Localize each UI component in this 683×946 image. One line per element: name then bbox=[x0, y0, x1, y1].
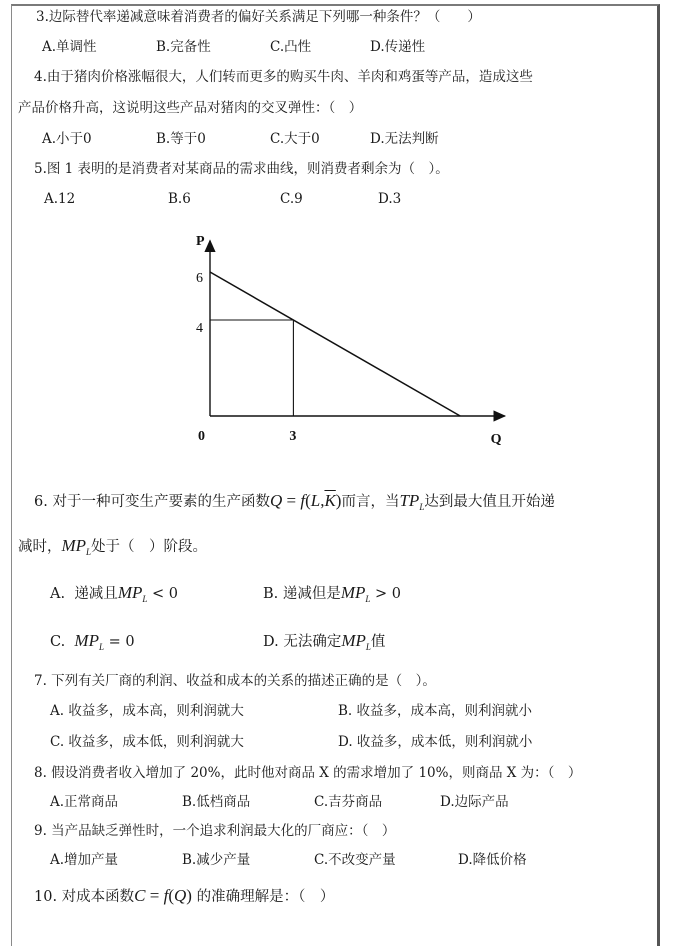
mp-symbol bbox=[74, 631, 104, 650]
question-7-option-b: B. 收益多，成本高，则利润就小 bbox=[338, 703, 533, 719]
question-4-option-b: B.等于0 bbox=[156, 131, 206, 147]
mp-symbol bbox=[341, 631, 371, 650]
mp-symbol bbox=[341, 583, 371, 602]
option-label: A. bbox=[50, 586, 66, 602]
option-relation: 值 bbox=[370, 634, 386, 650]
question-6-stem-line2 bbox=[18, 537, 207, 561]
formula-c: C bbox=[134, 886, 146, 905]
question-8-option-a: A.正常商品 bbox=[50, 794, 119, 810]
formula-close: ) bbox=[335, 491, 342, 510]
question-10-stem bbox=[34, 887, 334, 906]
formula-q: Q bbox=[269, 491, 283, 510]
question-9-option-d: D.降低价格 bbox=[458, 852, 527, 868]
mp-subscript: L bbox=[365, 642, 371, 652]
option-text: 递减但是 bbox=[282, 586, 341, 602]
formula-f: f bbox=[300, 491, 306, 510]
option-label: B. bbox=[263, 586, 279, 602]
question-6-option-b bbox=[263, 584, 401, 608]
question-10-stem-suffix: 的准确理解是：（ ） bbox=[191, 889, 335, 905]
question-9-option-a: A.增加产量 bbox=[50, 852, 119, 868]
mp-symbol bbox=[118, 583, 148, 602]
option-text: 递减且 bbox=[74, 586, 118, 602]
formula-open: ( bbox=[168, 886, 175, 905]
question-8-option-b: B.低档商品 bbox=[182, 794, 251, 810]
question-6-option-a bbox=[50, 584, 178, 608]
question-6-stem-mid: 而言，当 bbox=[341, 494, 400, 510]
mp-text: MP bbox=[340, 583, 366, 602]
question-4-stem-line1: 4.由于猪肉价格涨幅很大，人们转而更多的购买牛肉、羊肉和鸡蛋等产品，造成这些 bbox=[34, 69, 533, 85]
y-tick-label-6: 6 bbox=[196, 271, 203, 286]
question-5-option-d: D.3 bbox=[378, 191, 402, 207]
mp-symbol bbox=[62, 536, 92, 555]
y-axis-label: P bbox=[196, 233, 205, 249]
formula-k-bar: $\overline{K}$ bbox=[324, 491, 336, 510]
formula-f: f bbox=[163, 886, 169, 905]
question-6-line2-prefix: 减时， bbox=[18, 539, 62, 555]
question-3-option-c: C.凸性 bbox=[270, 39, 312, 55]
mp-text: MP bbox=[117, 583, 143, 602]
question-9-stem: 9. 当产品缺乏弹性时，一个追求利润最大化的厂商应：（ ） bbox=[34, 823, 396, 839]
formula-eq: = bbox=[145, 886, 164, 905]
question-10-stem-prefix: 10. 对成本函数 bbox=[34, 889, 135, 905]
cost-function-formula bbox=[134, 886, 192, 905]
formula-q: Q bbox=[174, 886, 187, 905]
formula-comma: , bbox=[320, 491, 325, 510]
tp-text: TP bbox=[399, 491, 420, 510]
question-8-option-d: D.边际产品 bbox=[440, 794, 509, 810]
x-tick-label-3: 3 bbox=[289, 429, 297, 444]
question-8-option-c: C.吉芬商品 bbox=[314, 794, 383, 810]
question-6-stem-line1 bbox=[34, 492, 555, 516]
question-5-stem: 5.图 1 表明的是消费者对某商品的需求曲线，则消费者剩余为（ ）。 bbox=[34, 161, 449, 177]
x-axis-label: Q bbox=[490, 432, 502, 447]
question-4-option-a: A.小于0 bbox=[42, 131, 92, 147]
question-4-option-c: C.大于0 bbox=[270, 131, 320, 147]
question-9-option-b: B.减少产量 bbox=[182, 852, 251, 868]
mp-text: MP bbox=[341, 631, 366, 650]
question-9-option-c: C.不改变产量 bbox=[314, 852, 396, 868]
question-7-option-d: D. 收益多，成本低，则利润就小 bbox=[338, 734, 533, 750]
option-label: D. bbox=[263, 634, 279, 650]
option-label: C. bbox=[50, 634, 66, 650]
demand-curve-line bbox=[210, 272, 460, 416]
question-6-option-c bbox=[50, 632, 135, 656]
option-relation: = 0 bbox=[103, 634, 135, 650]
formula-close: ) bbox=[186, 886, 192, 905]
mp-subscript: L bbox=[98, 642, 104, 652]
question-7-option-c: C. 收益多，成本低，则利润就大 bbox=[50, 734, 244, 750]
question-6-stem-suffix: 达到最大值且开始递 bbox=[424, 494, 555, 510]
question-6-stem-prefix: 6. 对于一种可变生产要素的生产函数 bbox=[34, 494, 270, 510]
option-relation: < 0 bbox=[147, 586, 178, 602]
formula-l: L bbox=[310, 491, 321, 510]
option-relation: > 0 bbox=[370, 586, 402, 602]
mp-subscript: L bbox=[86, 547, 92, 557]
question-7-stem: 7. 下列有关厂商的利润、收益和成本的关系的描述正确的是（ ）。 bbox=[34, 673, 436, 689]
formula-open: ( bbox=[305, 491, 311, 510]
mp-text: MP bbox=[74, 631, 99, 650]
question-3-option-b: B.完备性 bbox=[156, 39, 211, 55]
question-7-option-a: A. 收益多，成本高，则利润就大 bbox=[50, 703, 244, 719]
option-text: 无法确定 bbox=[283, 634, 342, 650]
question-8-stem: 8. 假设消费者收入增加了 20%，此时他对商品 X 的需求增加了 10%，则商品 X 为：（ ） bbox=[34, 765, 582, 781]
tp-subscript: L bbox=[419, 502, 425, 512]
mp-subscript: L bbox=[365, 594, 371, 604]
question-5-option-c: C.9 bbox=[280, 191, 303, 207]
production-function-formula bbox=[270, 491, 342, 510]
formula-eq: = bbox=[282, 491, 301, 510]
origin-label: 0 bbox=[198, 429, 205, 444]
question-5-option-b: B.6 bbox=[168, 191, 191, 207]
question-4-option-d: D.无法判断 bbox=[370, 131, 439, 147]
question-3-option-a: A.单调性 bbox=[42, 39, 97, 55]
question-5-option-a: A.12 bbox=[44, 191, 76, 207]
demand-curve-figure bbox=[0, 230, 683, 460]
question-4-stem-line2: 产品价格升高，这说明这些产品对猪肉的交叉弹性：（ ） bbox=[18, 100, 363, 116]
mp-subscript: L bbox=[142, 594, 148, 604]
tp-symbol bbox=[399, 491, 424, 510]
question-6-line2-suffix: 处于（ ）阶段。 bbox=[91, 539, 208, 555]
question-6-option-d bbox=[263, 632, 385, 656]
y-tick-label-4: 4 bbox=[196, 321, 203, 336]
question-3-stem: 3.边际替代率递减意味着消费者的偏好关系满足下列哪一种条件？（ ） bbox=[36, 9, 481, 25]
mp-text: MP bbox=[61, 536, 87, 555]
question-3-option-d: D.传递性 bbox=[370, 39, 426, 55]
